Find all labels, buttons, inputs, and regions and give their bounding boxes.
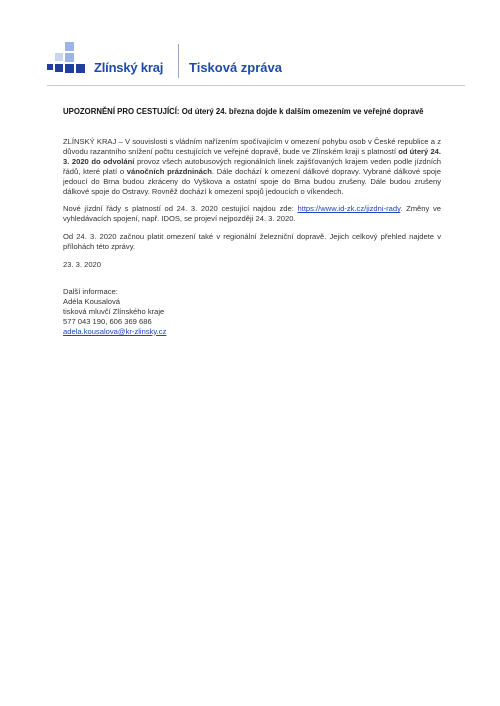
- paragraph-main: [63, 137, 441, 196]
- header-divider: [178, 44, 179, 78]
- timetables-link[interactable]: https://www.id-zk.cz/jizdni-rady: [297, 204, 401, 214]
- press-release-body: [63, 106, 441, 337]
- document-type: Tisková zpráva: [189, 60, 282, 75]
- paragraph-main-text-1: ZLÍNSKÝ KRAJ – V souvislosti s vládním nařízením spočívajícím v omezení pohybu osob v České republice a z důvodu razantního snížení počtu cestujících ve veřejné dopravě, bude ve Zlínském kraji s platností: [63, 137, 441, 156]
- paragraph-railway: Od 24. 3. 2020 začnou platit omezení také v regionální železniční dopravě. Jejich celkový přehled najdete v přílohách této zprávy.: [63, 232, 441, 252]
- contact-block: [63, 287, 441, 337]
- paragraph-main-emphasis-date: od úterý 24. 3. 2020 do odvolání: [63, 146, 441, 166]
- release-date: 23. 3. 2020: [63, 260, 102, 270]
- paragraph-main-text-2: provoz všech autobusových regionálních linek zajišťovaných krajem veden podle jízdních řádů, které platí o: [63, 156, 441, 176]
- paragraph-timetables: [63, 204, 441, 224]
- paragraph-timetables-text-1: Nové jízdní řády s platností od 24. 3. 2020 cestující najdou zde:: [63, 204, 298, 214]
- header-rule: [47, 85, 465, 86]
- headline: UPOZORNĚNÍ PRO CESTUJÍCÍ: Od úterý 24. března dojde k dalším omezením ve veřejné dopravě: [63, 107, 424, 116]
- brand-name: Zlínský kraj: [94, 60, 164, 75]
- zlin-region-logo: [47, 42, 89, 78]
- contact-name: Adéla Kousalová: [63, 296, 120, 306]
- paragraph-main-text-3: . Dále dochází k omezení dálkové dopravy. Vybrané dálkové spoje jedoucí do Brna budou zkráceny do Vyškova a ostatní spoje do Brna budou zrušeny. Dále budou zrušeny dálkové spoje do Ostravy. Rovněž dochází k omezení spojů jedoucích o víkendech.: [63, 166, 441, 196]
- contact-phones: 577 043 190, 606 369 686: [63, 316, 152, 326]
- contact-heading: Další informace:: [63, 286, 118, 296]
- letterhead: [47, 42, 467, 78]
- paragraph-main-emphasis-holidays: vánočních prázdninách: [126, 166, 212, 176]
- contact-email-link[interactable]: adela.kousalova@kr-zlinsky.cz: [63, 326, 167, 336]
- contact-role: tisková mluvčí Zlínského kraje: [63, 306, 165, 316]
- paragraph-timetables-text-2: . Změny ve vyhledávacích spojení, např. IDOS, se projeví nejpozději 24. 3. 2020.: [63, 204, 441, 224]
